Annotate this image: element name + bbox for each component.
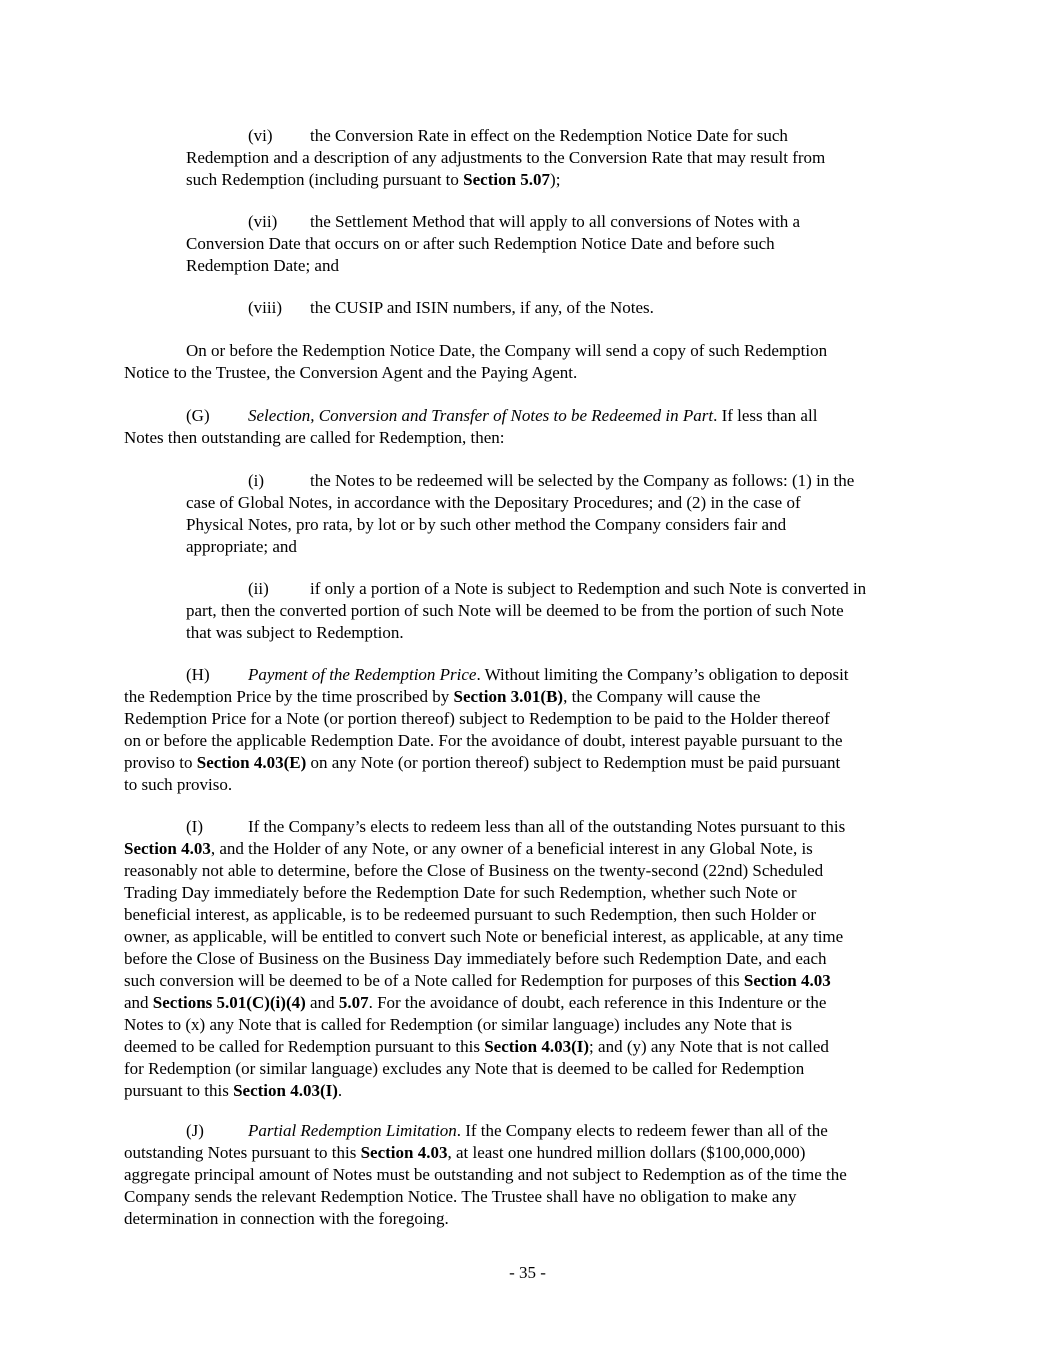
item-vii: (vii) the Settlement Method that will apply to all conversions of Notes with a Conversion Date that occurs on or after such Redemption Notice Date and before such Redemption Date; and xyxy=(186,212,801,275)
section-label: (G) xyxy=(186,406,210,425)
section-heading: Payment of the Redemption Price xyxy=(248,665,477,684)
section-reference: Section 4.03 xyxy=(743,971,831,990)
section-g-item-i: (i) the Notes to be redeemed will be selected by the Company as follows: (1) in the case of Global Notes, in accordance with the Depositary Procedures; and (2) in the case of Physical Notes, pro rata, by lot or by such other method the Company considers fair and appropriate; and xyxy=(186,471,855,556)
notice-paragraph: On or before the Redemption Notice Date, the Company will send a copy of such Redemption Notice to the Trustee, the Conversion Agent and the Paying Agent. xyxy=(124,341,828,382)
item-label: (vii) xyxy=(248,212,278,231)
item-label: (vi) xyxy=(248,126,273,145)
page-number: - 35 - xyxy=(509,1263,546,1282)
item-label: (ii) xyxy=(248,579,269,598)
section-label: (J) xyxy=(186,1121,204,1140)
section-label: (I) xyxy=(186,817,203,836)
item-vi: (vi) the Conversion Rate in effect on the Redemption Notice Date for such Redemption and a description of any adjustments to the Conversion Rate that may result from such Redemption (including pursuant to Section 5.07); xyxy=(186,126,826,189)
section-reference: Section 4.03 xyxy=(360,1143,448,1162)
section-i: (I) If the Company’s elects to redeem less than all of the outstanding Notes pursuant to this Section 4.03, and the Holder of any Note, or any owner of a beneficial interest in any Global Note, is reasonably not able to determine, before the Close of Business on the twenty-second (22nd) Scheduled Trading Day immediately before the Redemption Date for such Redemption, whether such Note or beneficial interest, as applicable, is to be redeemed pursuant to such Redemption, then such Holder or owner, as applicable, will be entitled to convert such Note or beneficial interest, as applicable, at any time before the Close of Business on the Business Day immediately before such Redemption Date, and each such conversion will be deemed to be of a Note called for Redemption for purposes of this Section 4.03 and Sections 5.01(C)(i)(4) and 5.07. For the avoidance of doubt, each reference in this Indenture or the Notes to (x) any Note that is called for Redemption (or similar language) includes any Note that is deemed to be called for Redemption pursuant to this Section 4.03(I); and (y) any Note that is not called for Redemption (or similar language) excludes any Note that is deemed to be called for Redemption pursuant to this Section 4.03(I). xyxy=(124,817,846,1100)
section-label: (H) xyxy=(186,665,210,684)
section-reference: Section 4.03(I) xyxy=(484,1037,590,1056)
section-heading: Selection, Conversion and Transfer of Notes to be Redeemed in Part xyxy=(248,406,714,425)
item-viii: (viii) the CUSIP and ISIN numbers, if any, of the Notes. xyxy=(248,298,654,317)
section-reference: Sections 5.01(C)(i)(4) xyxy=(152,993,306,1012)
section-j: (J) Partial Redemption Limitation. If the Company elects to redeem fewer than all of the outstanding Notes pursuant to this Section 4.03, at least one hundred million dollars ($100,000,000) aggregate principal amount of Notes must be outstanding and not subject to Redemption as of the time the Company sends the relevant Redemption Notice. The Trustee shall have no obligation to make any determination in connection with the foregoing. xyxy=(124,1121,847,1228)
item-label: (i) xyxy=(248,471,265,490)
section-g: (G) Selection, Conversion and Transfer of Notes to be Redeemed in Part. If less than all Notes then outstanding are called for Redemption, then: xyxy=(124,406,818,447)
section-reference: Section 5.07 xyxy=(463,170,551,189)
section-reference: 5.07 xyxy=(338,993,369,1012)
section-reference: Section 4.03 xyxy=(124,839,211,858)
section-heading: Partial Redemption Limitation xyxy=(248,1121,457,1140)
item-label: (viii) xyxy=(248,298,282,317)
section-reference: Section 3.01(B) xyxy=(453,687,564,706)
section-h: (H) Payment of the Redemption Price. Without limiting the Company’s obligation to deposit the Redemption Price by the time proscribed by Section 3.01(B), the Company will cause the Redemption Price for a Note (or portion thereof) subject to Redemption to be paid to the Holder thereof on or before the applicable Redemption Date. For the avoidance of doubt, interest payable pursuant to the proviso to Section 4.03(E) on any Note (or portion thereof) subject to Redemption must be paid pursuant to such proviso. xyxy=(124,665,849,794)
section-reference: Section 4.03(I) xyxy=(233,1081,338,1100)
section-g-item-ii: (ii) if only a portion of a Note is subject to Redemption and such Note is converted in part, then the converted portion of such Note will be deemed to be from the portion of such Note that was subject to Redemption. xyxy=(186,579,867,642)
section-reference: Section 4.03(E) xyxy=(196,753,307,772)
